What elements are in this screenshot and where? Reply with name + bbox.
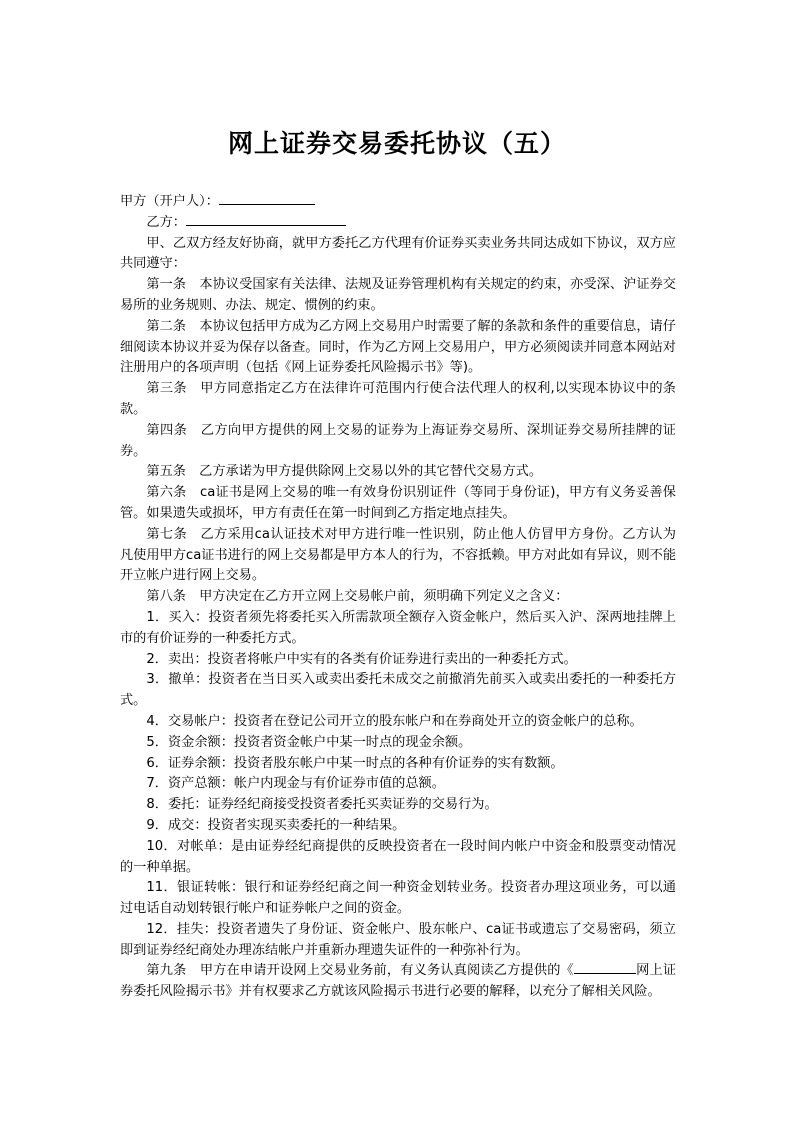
article-6: 第六条 ca证书是网上交易的唯一有效身份识别证件（等同于身份证)，甲方有义务妥善保管。如果遗失或损坏，甲方有责任在第一时间到乙方指定地点挂失。 xyxy=(120,485,676,521)
party-b-blank xyxy=(186,213,346,226)
definition-3: 3．撤单：投资者在当日买入或卖出委托未成交之前撤消先前买入或卖出委托的一种委托方式。 xyxy=(120,672,676,709)
article-9-text-end: 网上证券委托风险揭示书》并有权要求乙方就该风险揭示书进行必要的解释，以充分了解相关风险。 xyxy=(120,963,677,1000)
article-5: 第五条 乙方承诺为甲方提供除网上交易以外的其它替代交易方式。 xyxy=(146,464,543,480)
definition-9: 9．成交：投资者实现买卖委托的一种结果。 xyxy=(146,817,406,833)
article-1: 第一条 本协议受国家有关法律、法规及证券管理机构有关规定的约束，亦受深、沪证券交易所的业务规则、办法、规定、惯例的约束。 xyxy=(120,277,676,313)
article-2: 第二条 本协议包括甲方成为乙方网上交易用户时需要了解的条款和条件的重要信息，请仔细阅读本协议并妥为保存以备查。同时，作为乙方网上交易用户，甲方必须阅读并同意本网站对注册用户的各项声明（包括《网上证券委托风险揭示书》等)。 xyxy=(120,318,676,376)
party-a-line xyxy=(120,192,676,213)
article-7: 第七条 乙方采用ca认证技术对甲方进行唯一性识别，防止他人仿冒甲方身份。乙方认为凡使用甲方ca证书进行的网上交易都是甲方本人的行为，不容抵赖。甲方对此如有异议，则不能开立帐户进行网上交易。 xyxy=(120,526,677,584)
definition-11: 11．银证转帐：银行和证券经纪商之间一种资金划转业务。投资者办理这项业务，可以通过电话自动划转银行帐户和证券帐户之间的资金。 xyxy=(120,880,676,917)
party-a-label: 甲方（开户人）： xyxy=(120,194,219,209)
party-b-label: 乙方： xyxy=(146,214,186,230)
definition-12: 12．挂失：投资者遗失了身份证、资金帐户、股东帐户、ca证书或遗忘了交易密码，须立即到证券经纪商处办理冻结帐户并重新办理遗失证件的一种弥补行为。 xyxy=(120,921,676,958)
party-b-line xyxy=(120,213,676,234)
intro-paragraph: 甲、乙双方经友好协商，就甲方委托乙方代理有价证券买卖业务共同达成如下协议，双方应共同遵守： xyxy=(120,235,676,272)
party-a-blank xyxy=(219,192,315,205)
definition-8: 8．委托：证券经纪商接受投资者委托买卖证券的交易行为。 xyxy=(146,797,498,813)
document-title: 网上证券交易委托协议（五） xyxy=(227,129,566,158)
definition-1: 1．买入：投资者须先将委托买入所需款项全额存入资金帐户，然后买入沪、深两地挂牌上市的有价证券的一种委托方式。 xyxy=(120,609,676,646)
definition-6: 6．证券余额：投资者股东帐户中某一时点的各种有价证券的实有数额。 xyxy=(146,755,564,771)
article-9 xyxy=(120,961,676,1003)
document-body xyxy=(120,192,676,1003)
definition-2: 2．卖出：投资者将帐户中实有的各类有价证券进行卖出的一种委托方式。 xyxy=(146,651,577,667)
definition-7: 7．资产总额：帐户内现金与有价证券市值的总额。 xyxy=(146,776,445,792)
article-4: 第四条 乙方向甲方提供的网上交易的证券为上海证券交易所、深圳证券交易所挂牌的证券。 xyxy=(120,422,676,459)
article-9-blank xyxy=(574,961,636,974)
article-8: 第八条 甲方决定在乙方开立网上交易帐户前，须明确下列定义之含义： xyxy=(146,589,569,605)
definition-4: 4．交易帐户：投资者在登记公司开立的股东帐户和在券商处开立的资金帐户的总称。 xyxy=(146,713,643,729)
definition-10: 10．对帐单：是由证券经纪商提供的反映投资者在一段时间内帐户中资金和股票变动情况的一种单据。 xyxy=(120,838,676,875)
article-9-text-start: 第九条 甲方在申请开设网上交易业务前，有义务认真阅读乙方提供的《 xyxy=(146,963,574,979)
article-3: 第三条 甲方同意指定乙方在法律许可范围内行使合法代理人的权利,以实现本协议中的条款。 xyxy=(120,381,676,417)
definition-5: 5．资金余额：投资者资金帐户中某一时点的现金余额。 xyxy=(146,734,472,750)
